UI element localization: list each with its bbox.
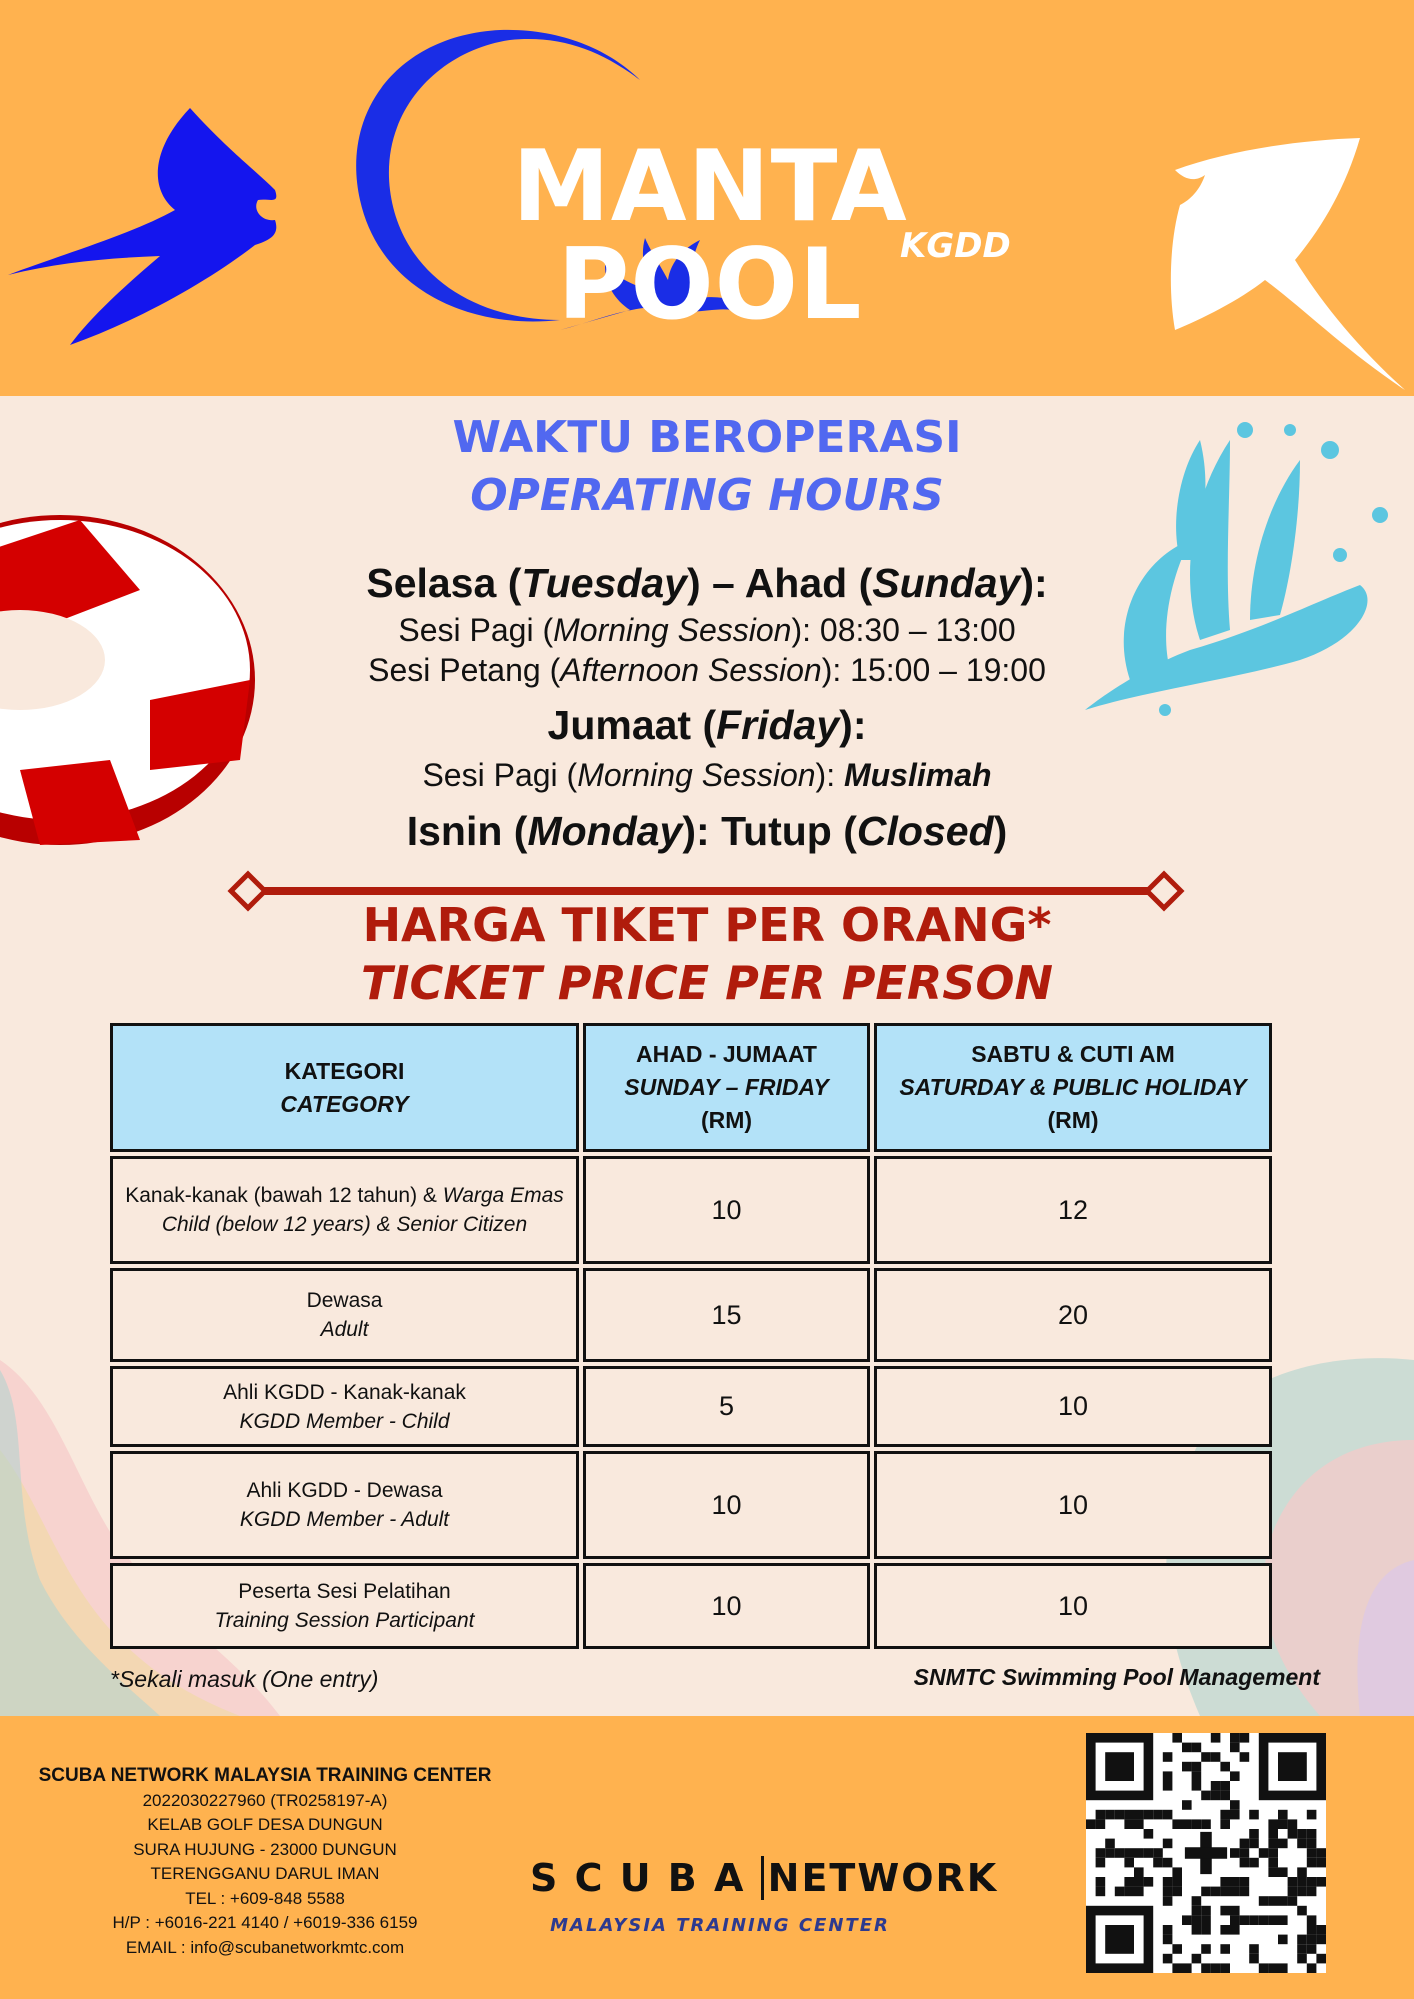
day-monday: Isnin (Monday): Tutup (Closed) [406, 808, 1008, 854]
price-title-ms: HARGA TIKET PER ORANG* [362, 898, 1052, 952]
address-line: SURA HUJUNG - 23000 DUNGUN [133, 1839, 397, 1859]
qr-code-icon[interactable] [1086, 1733, 1326, 1973]
header-weekday: AHAD - JUMAAT SUNDAY – FRIDAY (RM) [583, 1023, 870, 1152]
address-line: TERENGGANU DARUL IMAN [150, 1864, 380, 1883]
manta-white-icon [1171, 138, 1405, 390]
table-row-category: Ahli KGDD - Dewasa KGDD Member - Adult [110, 1451, 579, 1559]
reg-number: 2022030227960 (TR0258197-A) [142, 1790, 388, 1810]
address-line: KELAB GOLF DESA DUNGUN [147, 1815, 383, 1834]
hours-title-ms: WAKTU BEROPERASI [452, 412, 962, 463]
hours-title-en: OPERATING HOURS [470, 470, 944, 521]
logo-title: MANTA POOL [512, 130, 908, 342]
header-weekend: SABTU & CUTI AM SATURDAY & PUBLIC HOLIDAY (RM) [874, 1023, 1272, 1152]
day-friday: Jumaat (Friday): [547, 702, 867, 748]
morning-session: Sesi Pagi (Morning Session): 08:30 – 13:00 [398, 612, 1016, 648]
table-cell-weekday: 5 [583, 1366, 870, 1447]
table-cell-weekend: 12 [874, 1156, 1272, 1264]
table-cell-weekday: 15 [583, 1268, 870, 1362]
table-cell-weekend: 20 [874, 1268, 1272, 1362]
contact-address [20, 1764, 510, 1960]
lifebuoy-icon [0, 515, 255, 845]
org-name: SCUBA NETWORK MALAYSIA TRAINING CENTER [38, 1765, 492, 1786]
table-row-category: Peserta Sesi Pelatihan Training Session Participant [110, 1563, 579, 1649]
scuba-network-tagline: MALAYSIA TRAINING CENTER [550, 1915, 890, 1936]
header-category: KATEGORI CATEGORY [110, 1023, 579, 1152]
entry-note: *Sekali masuk (One entry) [110, 1666, 379, 1692]
management-note: SNMTC Swimming Pool Management [913, 1664, 1320, 1690]
table-cell-weekend: 10 [874, 1366, 1272, 1447]
scuba-network-brand: S C U B A NETWORK [530, 1856, 999, 1900]
afternoon-session: Sesi Petang (Afternoon Session): 15:00 – 19:00 [368, 652, 1046, 688]
table-row-category: Ahli KGDD - Kanak-kanak KGDD Member - Child [110, 1366, 579, 1447]
table-row-category: Dewasa Adult [110, 1268, 579, 1362]
table-row-category: Kanak-kanak (bawah 12 tahun) & Warga Emas Child (below 12 years) & Senior Citizen [110, 1156, 579, 1264]
price-title-en: TICKET PRICE PER PERSON [360, 956, 1054, 1010]
mobile-line: H/P : +6016-221 4140 / +6019-336 6159 [112, 1913, 418, 1932]
table-cell-weekend: 10 [874, 1563, 1272, 1649]
phone-line: TEL : +609-848 5588 [185, 1888, 345, 1908]
table-cell-weekday: 10 [583, 1563, 870, 1649]
logo-subtitle: KGDD [900, 226, 1011, 266]
table-cell-weekend: 10 [874, 1451, 1272, 1559]
days-tue-sun: Selasa (Tuesday) – Ahad (Sunday): [366, 560, 1048, 606]
email-line: EMAIL : info@scubanetworkmtc.com [125, 1937, 405, 1957]
table-cell-weekday: 10 [583, 1156, 870, 1264]
manta-blue-icon [8, 108, 276, 345]
friday-session: Sesi Pagi (Morning Session): Muslimah [422, 757, 992, 793]
table-cell-weekday: 10 [583, 1451, 870, 1559]
